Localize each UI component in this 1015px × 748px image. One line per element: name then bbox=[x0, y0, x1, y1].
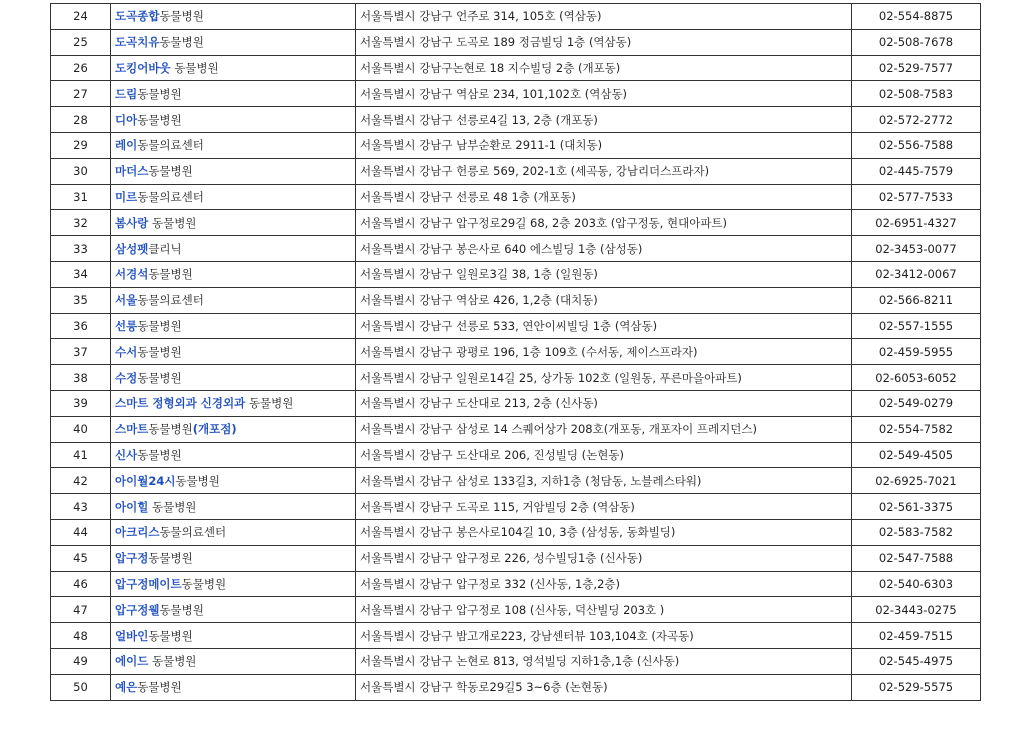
hospital-name bbox=[111, 442, 356, 468]
hospital-address: 서울특별시 강남구 학동로29길5 3~6층 (논현동) bbox=[356, 674, 852, 700]
row-number: 33 bbox=[51, 236, 111, 262]
hospital-address: 서울특별시 강남구 삼성로 14 스퀘어상가 208호(개포동, 개포자이 프레지던스) bbox=[356, 416, 852, 442]
row-number: 42 bbox=[51, 468, 111, 494]
row-number: 35 bbox=[51, 287, 111, 313]
hospital-phone: 02-6951-4327 bbox=[852, 210, 981, 236]
table-row bbox=[51, 519, 981, 545]
hospital-address: 서울특별시 강남구 압구정로 332 (신사동, 1층,2층) bbox=[356, 571, 852, 597]
row-number: 50 bbox=[51, 674, 111, 700]
hospital-address: 서울특별시 강남구 일원로14길 25, 상가동 102호 (일원동, 푸른마을아파트) bbox=[356, 365, 852, 391]
table-row bbox=[51, 313, 981, 339]
hospital-phone: 02-3453-0077 bbox=[852, 236, 981, 262]
hospital-address: 서울특별시 강남구논현로 18 지수빌딩 2층 (개포동) bbox=[356, 55, 852, 81]
hospital-address: 서울특별시 강남구 봉은사로 640 에스빌딩 1층 (삼성동) bbox=[356, 236, 852, 262]
row-number: 26 bbox=[51, 55, 111, 81]
hospital-name-highlight: 도킹어바웃 bbox=[115, 60, 171, 75]
hospital-name bbox=[111, 132, 356, 158]
table-row bbox=[51, 261, 981, 287]
hospital-name bbox=[111, 287, 356, 313]
table-row bbox=[51, 158, 981, 184]
hospital-name bbox=[111, 107, 356, 133]
hospital-name-suffix: 동물의료센터 bbox=[159, 525, 227, 540]
row-number: 49 bbox=[51, 648, 111, 674]
hospital-name bbox=[111, 494, 356, 520]
hospital-name-highlight: 선릉 bbox=[115, 318, 138, 333]
hospital-phone: 02-508-7678 bbox=[852, 29, 981, 55]
hospital-name-highlight: 스마트 정형외과 신경외과 bbox=[115, 396, 246, 411]
hospital-address: 서울특별시 강남구 도산대로 213, 2층 (신사동) bbox=[356, 390, 852, 416]
row-number: 47 bbox=[51, 597, 111, 623]
hospital-phone: 02-540-6303 bbox=[852, 571, 981, 597]
hospital-phone: 02-577-7533 bbox=[852, 184, 981, 210]
hospital-name bbox=[111, 571, 356, 597]
hospital-name-suffix: 동물병원 bbox=[148, 654, 197, 669]
row-number: 46 bbox=[51, 571, 111, 597]
hospital-phone: 02-6053-6052 bbox=[852, 365, 981, 391]
row-number: 48 bbox=[51, 623, 111, 649]
hospital-phone: 02-459-5955 bbox=[852, 339, 981, 365]
hospital-name-suffix: 동물병원 bbox=[137, 680, 182, 695]
table-row bbox=[51, 132, 981, 158]
hospital-phone: 02-583-7582 bbox=[852, 519, 981, 545]
hospital-name-suffix: 동물병원 bbox=[170, 60, 219, 75]
hospital-name-suffix: 클리닉 bbox=[148, 241, 182, 256]
table-row bbox=[51, 623, 981, 649]
hospital-address: 서울특별시 강남구 남부순환로 2911-1 (대치동) bbox=[356, 132, 852, 158]
hospital-name-highlight: 디아 bbox=[115, 112, 138, 127]
hospital-name-highlight: 봄사랑 bbox=[115, 215, 149, 230]
row-number: 29 bbox=[51, 132, 111, 158]
hospital-name-suffix: 동물의료센터 bbox=[137, 138, 204, 153]
table-row bbox=[51, 597, 981, 623]
hospital-name-suffix: 동물병원 bbox=[137, 447, 182, 462]
hospital-name bbox=[111, 210, 356, 236]
row-number: 25 bbox=[51, 29, 111, 55]
hospital-table bbox=[50, 3, 981, 701]
hospital-name bbox=[111, 81, 356, 107]
hospital-name-suffix: 동물병원 bbox=[148, 551, 193, 566]
hospital-name-suffix: 동물병원 bbox=[159, 9, 204, 24]
hospital-address: 서울특별시 강남구 밤고개로223, 강남센터뷰 103,104호 (자곡동) bbox=[356, 623, 852, 649]
hospital-phone: 02-572-2772 bbox=[852, 107, 981, 133]
hospital-address: 서울특별시 강남구 압구정로 226, 성수빌딩1층 (신사동) bbox=[356, 545, 852, 571]
hospital-phone: 02-554-8875 bbox=[852, 4, 981, 30]
table-row bbox=[51, 571, 981, 597]
hospital-name-highlight: 서울 bbox=[115, 293, 138, 308]
row-number: 39 bbox=[51, 390, 111, 416]
hospital-phone: 02-6925-7021 bbox=[852, 468, 981, 494]
table-row bbox=[51, 468, 981, 494]
hospital-name-highlight: 스마트 bbox=[115, 422, 149, 437]
hospital-table-body bbox=[51, 4, 981, 701]
row-number: 32 bbox=[51, 210, 111, 236]
hospital-address: 서울특별시 강남구 광평로 196, 1층 109호 (수서동, 제이스프라자) bbox=[356, 339, 852, 365]
hospital-name bbox=[111, 468, 356, 494]
hospital-name bbox=[111, 313, 356, 339]
hospital-name-suffix: 동물병원 bbox=[148, 267, 193, 282]
row-number: 24 bbox=[51, 4, 111, 30]
hospital-name bbox=[111, 236, 356, 262]
table-row bbox=[51, 4, 981, 30]
table-row bbox=[51, 184, 981, 210]
hospital-name-highlight: 미르 bbox=[115, 189, 138, 204]
hospital-name bbox=[111, 29, 356, 55]
hospital-name bbox=[111, 55, 356, 81]
hospital-address: 서울특별시 강남구 역삼로 234, 101,102호 (역삼동) bbox=[356, 81, 852, 107]
hospital-phone: 02-445-7579 bbox=[852, 158, 981, 184]
row-number: 43 bbox=[51, 494, 111, 520]
hospital-name-highlight: 도곡치유 bbox=[115, 35, 160, 50]
hospital-name-highlight: 에이드 bbox=[115, 654, 149, 669]
hospital-name bbox=[111, 545, 356, 571]
table-row bbox=[51, 55, 981, 81]
hospital-name bbox=[111, 674, 356, 700]
hospital-name bbox=[111, 519, 356, 545]
hospital-address: 서울특별시 강남구 선릉로 533, 연안이씨빌딩 1층 (역삼동) bbox=[356, 313, 852, 339]
hospital-name-highlight: 아크리스 bbox=[115, 525, 160, 540]
table-row bbox=[51, 416, 981, 442]
hospital-name-highlight: 수정 bbox=[115, 370, 138, 385]
row-number: 30 bbox=[51, 158, 111, 184]
hospital-name-highlight: 서경석 bbox=[115, 267, 149, 282]
hospital-name-highlight: 삼성펫 bbox=[115, 241, 149, 256]
hospital-name-suffix: 동물병원 bbox=[148, 628, 193, 643]
hospital-name-suffix: 동물병원 bbox=[148, 422, 193, 437]
hospital-name-suffix: 동물병원 bbox=[137, 370, 182, 385]
hospital-address: 서울특별시 강남구 논현로 813, 영석빌딩 지하1층,1층 (신사동) bbox=[356, 648, 852, 674]
hospital-phone: 02-529-7577 bbox=[852, 55, 981, 81]
hospital-name bbox=[111, 261, 356, 287]
table-row bbox=[51, 236, 981, 262]
row-number: 44 bbox=[51, 519, 111, 545]
hospital-address: 서울특별시 강남구 선릉로 48 1층 (개포동) bbox=[356, 184, 852, 210]
row-number: 34 bbox=[51, 261, 111, 287]
row-number: 28 bbox=[51, 107, 111, 133]
hospital-name bbox=[111, 4, 356, 30]
hospital-name-highlight: 수서 bbox=[115, 344, 138, 359]
hospital-phone: 02-3412-0067 bbox=[852, 261, 981, 287]
table-row bbox=[51, 210, 981, 236]
table-row bbox=[51, 287, 981, 313]
hospital-name-highlight: 아이힐 bbox=[115, 499, 149, 514]
hospital-name-suffix: 동물병원 bbox=[159, 602, 204, 617]
hospital-name-suffix: 동물병원 bbox=[137, 318, 182, 333]
hospital-name bbox=[111, 597, 356, 623]
hospital-name bbox=[111, 390, 356, 416]
table-row bbox=[51, 648, 981, 674]
row-number: 40 bbox=[51, 416, 111, 442]
hospital-name-suffix: 동물병원 bbox=[175, 473, 220, 488]
hospital-name-suffix: 동물의료센터 bbox=[137, 293, 204, 308]
hospital-name bbox=[111, 158, 356, 184]
hospital-name bbox=[111, 184, 356, 210]
hospital-phone: 02-529-5575 bbox=[852, 674, 981, 700]
hospital-phone: 02-557-1555 bbox=[852, 313, 981, 339]
hospital-address: 서울특별시 강남구 압구정로29길 68, 2층 203호 (압구정동, 현대아파트) bbox=[356, 210, 852, 236]
hospital-address: 서울특별시 강남구 도곡로 115, 거암빌딩 2층 (역삼동) bbox=[356, 494, 852, 520]
hospital-address: 서울특별시 강남구 언주로 314, 105호 (역삼동) bbox=[356, 4, 852, 30]
hospital-name bbox=[111, 416, 356, 442]
table-row bbox=[51, 494, 981, 520]
hospital-name-suffix: 동물병원 bbox=[159, 35, 204, 50]
table-row bbox=[51, 674, 981, 700]
hospital-name-highlight: 드림 bbox=[115, 86, 138, 101]
hospital-name-highlight: 도곡종합 bbox=[115, 9, 160, 24]
hospital-phone: 02-3443-0275 bbox=[852, 597, 981, 623]
hospital-address: 서울특별시 강남구 역삼로 426, 1,2층 (대치동) bbox=[356, 287, 852, 313]
hospital-name-branch: (개포점) bbox=[192, 422, 237, 437]
hospital-name-suffix: 동물병원 bbox=[148, 215, 197, 230]
hospital-phone: 02-508-7583 bbox=[852, 81, 981, 107]
hospital-address: 서울특별시 강남구 봉은사로104길 10, 3층 (삼성동, 동화빌딩) bbox=[356, 519, 852, 545]
hospital-name-highlight: 예은 bbox=[115, 680, 138, 695]
row-number: 31 bbox=[51, 184, 111, 210]
hospital-phone: 02-549-4505 bbox=[852, 442, 981, 468]
hospital-name-highlight: 압구정메이트 bbox=[115, 576, 182, 591]
hospital-name-suffix: 동물병원 bbox=[181, 576, 227, 591]
row-number: 38 bbox=[51, 365, 111, 391]
hospital-name-highlight: 압구정웰 bbox=[115, 602, 160, 617]
table-row bbox=[51, 365, 981, 391]
row-number: 37 bbox=[51, 339, 111, 365]
hospital-name bbox=[111, 365, 356, 391]
row-number: 27 bbox=[51, 81, 111, 107]
hospital-address: 서울특별시 강남구 도곡로 189 정금빌딩 1층 (역삼동) bbox=[356, 29, 852, 55]
hospital-phone: 02-459-7515 bbox=[852, 623, 981, 649]
table-row bbox=[51, 107, 981, 133]
hospital-phone: 02-545-4975 bbox=[852, 648, 981, 674]
hospital-phone: 02-566-8211 bbox=[852, 287, 981, 313]
row-number: 36 bbox=[51, 313, 111, 339]
hospital-name-highlight: 마더스 bbox=[115, 164, 149, 179]
hospital-address: 서울특별시 강남구 압구정로 108 (신사동, 덕산빌딩 203호 ) bbox=[356, 597, 852, 623]
hospital-name-suffix: 동물병원 bbox=[148, 499, 197, 514]
hospital-phone: 02-547-7588 bbox=[852, 545, 981, 571]
hospital-name-highlight: 아이월24시 bbox=[115, 473, 176, 488]
hospital-name-suffix: 동물병원 bbox=[137, 86, 182, 101]
hospital-address: 서울특별시 강남구 선릉로4길 13, 2층 (개포동) bbox=[356, 107, 852, 133]
hospital-phone: 02-549-0279 bbox=[852, 390, 981, 416]
hospital-name bbox=[111, 623, 356, 649]
hospital-phone: 02-554-7582 bbox=[852, 416, 981, 442]
hospital-name-suffix: 동물병원 bbox=[148, 164, 193, 179]
hospital-name-suffix: 동물병원 bbox=[245, 396, 294, 411]
hospital-name bbox=[111, 648, 356, 674]
row-number: 45 bbox=[51, 545, 111, 571]
hospital-name-suffix: 동물병원 bbox=[137, 112, 182, 127]
hospital-address: 서울특별시 강남구 도산대로 206, 진성빌딩 (논현동) bbox=[356, 442, 852, 468]
hospital-address: 서울특별시 강남구 헌릉로 569, 202-1호 (세곡동, 강남리더스프라자) bbox=[356, 158, 852, 184]
hospital-phone: 02-561-3375 bbox=[852, 494, 981, 520]
hospital-address: 서울특별시 강남구 일원로3길 38, 1층 (일원동) bbox=[356, 261, 852, 287]
hospital-name-highlight: 얼바인 bbox=[115, 628, 149, 643]
hospital-phone: 02-556-7588 bbox=[852, 132, 981, 158]
row-number: 41 bbox=[51, 442, 111, 468]
table-row bbox=[51, 390, 981, 416]
table-row bbox=[51, 339, 981, 365]
hospital-name-suffix: 동물병원 bbox=[137, 344, 182, 359]
hospital-name-suffix: 동물의료센터 bbox=[137, 189, 204, 204]
hospital-name-highlight: 압구정 bbox=[115, 551, 149, 566]
table-row bbox=[51, 81, 981, 107]
table-row bbox=[51, 442, 981, 468]
hospital-name bbox=[111, 339, 356, 365]
table-row bbox=[51, 545, 981, 571]
hospital-name-highlight: 신사 bbox=[115, 447, 138, 462]
table-row bbox=[51, 29, 981, 55]
hospital-name-highlight: 레이 bbox=[115, 138, 138, 153]
hospital-address: 서울특별시 강남구 삼성로 133길3, 지하1층 (청담동, 노블레스타워) bbox=[356, 468, 852, 494]
